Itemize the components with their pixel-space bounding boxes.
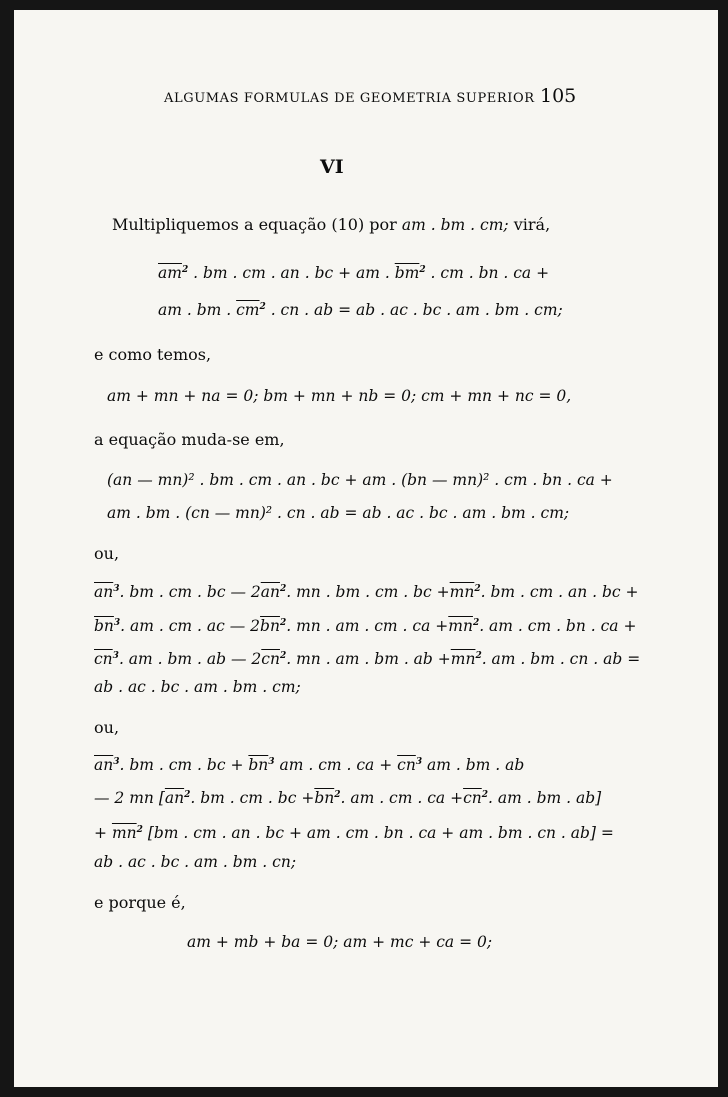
eq-text: . mn . am . cm . ca + [286,617,449,635]
page-number: 105 [540,85,577,107]
mn-term: $\overline{mn}$ [448,617,473,635]
section-heading: VI [320,156,344,178]
intro-end: virá, [513,215,551,234]
equation-6: am + mb + ba = 0; am + mc + ca = 0; [187,933,493,951]
exponent: 2 [474,584,481,594]
cn-term: $\overline{cn}$ [397,756,416,774]
exponent: 2 [136,825,143,835]
equation-5-line-4: ab . ac . bc . am . bm . cn; [94,853,297,871]
cn-term: $\overline{cn}$ [94,650,113,668]
e-porque: e porque é, [94,893,186,912]
cn-term: $\overline{cn}$ [261,650,280,668]
eq-text: am . bm . [158,301,237,319]
intro-text: Multipliquemos a equação (10) por [112,215,397,234]
equation-4-line-3 [94,652,640,668]
exponent: 3 [113,618,121,628]
eq-text: . am . cm . ac — 2 [120,617,261,635]
cm-term: $\overline{cm}$ [236,301,260,319]
equation-1-line-2 [158,303,563,319]
eq-text: . bm . cm . an . bc + am . [188,264,395,282]
equation-3-line-1: (an — mn)² . bm . cm . an . bc + am . (bn — mn)² . cm . bn . ca + [107,471,613,489]
exponent: 2 [279,618,287,628]
eq-text: . bm . cm . bc + [119,756,244,774]
running-title: ALGUMAS FORMULAS DE GEOMETRIA SUPERIOR [164,91,535,106]
exponent: 3 [415,757,423,767]
eq-text: am . cm . ca + [274,756,393,774]
eq-text: . bm . cm . bc — 2 [119,583,261,601]
exponent: 3 [112,651,119,661]
exponent: 2 [279,651,287,661]
equation-5-line-2 [94,791,601,807]
bn-term: $\overline{bn}$ [94,617,114,635]
eq-text: . am . bm . ab — 2 [118,650,262,668]
equation-5-line-3 [94,826,614,842]
an-term: $\overline{an}$ [260,583,280,601]
exponent: 2 [419,265,426,275]
bn-term: $\overline{bn}$ [260,617,280,635]
eq-text: . bm . cm . bc + [190,789,315,807]
exponent: 2 [334,790,341,800]
exponent: 2 [481,790,488,800]
equacao-muda: a equação muda-se em, [94,430,285,449]
eq-text: . am . bm . ab] [488,789,602,807]
bn-term: $\overline{bn}$ [248,756,269,774]
book-page [14,10,718,1087]
eq-text: am . bm . ab [422,756,525,774]
exponent: 3 [113,584,120,594]
exponent: 2 [181,265,189,275]
mn-term: $\overline{mn}$ [450,650,476,668]
eq-text: — 2 mn [ [94,789,165,807]
eq-text: . cn . ab = ab . ac . bc . am . bm . cm; [265,301,563,319]
exponent: 2 [472,618,480,628]
bn-term: $\overline{bn}$ [314,789,335,807]
exponent: 2 [279,584,287,594]
equation-4-line-2 [94,619,636,635]
equation-2: am + mn + na = 0; bm + mn + nb = 0; cm + mn + nc = 0, [107,387,572,405]
como-temos: e como temos, [94,345,212,364]
eq-text: . mn . bm . cm . bc + [286,583,450,601]
mn-term: $\overline{mn}$ [111,824,137,842]
eq-text: + [94,824,107,842]
equation-1-line-1 [158,266,549,282]
eq-text: [bm . cm . an . bc + am . cm . bn . ca + am . bm . cn . ab] = [142,824,614,842]
ou-1: ou, [94,544,120,563]
an-term: $\overline{an}$ [164,789,185,807]
eq-text: . am . cm . bn . ca + [479,617,637,635]
equation-4-line-4: ab . ac . bc . am . bm . cm; [94,678,301,696]
exponent: 2 [475,651,482,661]
am-term: $\overline{am}$ [158,264,182,282]
intro-math: am . bm . cm; [401,216,509,234]
exponent: 3 [268,757,275,767]
eq-text: . am . cm . ca + [340,789,464,807]
an-term: $\overline{an}$ [94,756,114,774]
eq-text: . cm . bn . ca + [425,264,550,282]
bm-term: $\overline{bm}$ [394,264,420,282]
equation-4-line-1 [94,585,639,601]
mn-term: $\overline{mn}$ [449,583,475,601]
exponent: 3 [113,757,120,767]
cn-term: $\overline{cn}$ [463,789,482,807]
intro-paragraph [112,217,550,234]
eq-text: . mn . am . bm . ab + [286,650,451,668]
eq-text: . bm . cm . an . bc + [480,583,639,601]
eq-text: . am . bm . cn . ab = [481,650,641,668]
exponent: 2 [259,302,266,312]
an-term: $\overline{an}$ [94,583,114,601]
equation-5-line-1 [94,758,524,774]
exponent: 2 [184,790,191,800]
ou-2: ou, [94,718,120,737]
equation-3-line-2: am . bm . (cn — mn)² . cn . ab = ab . ac . bc . am . bm . cm; [107,504,570,522]
